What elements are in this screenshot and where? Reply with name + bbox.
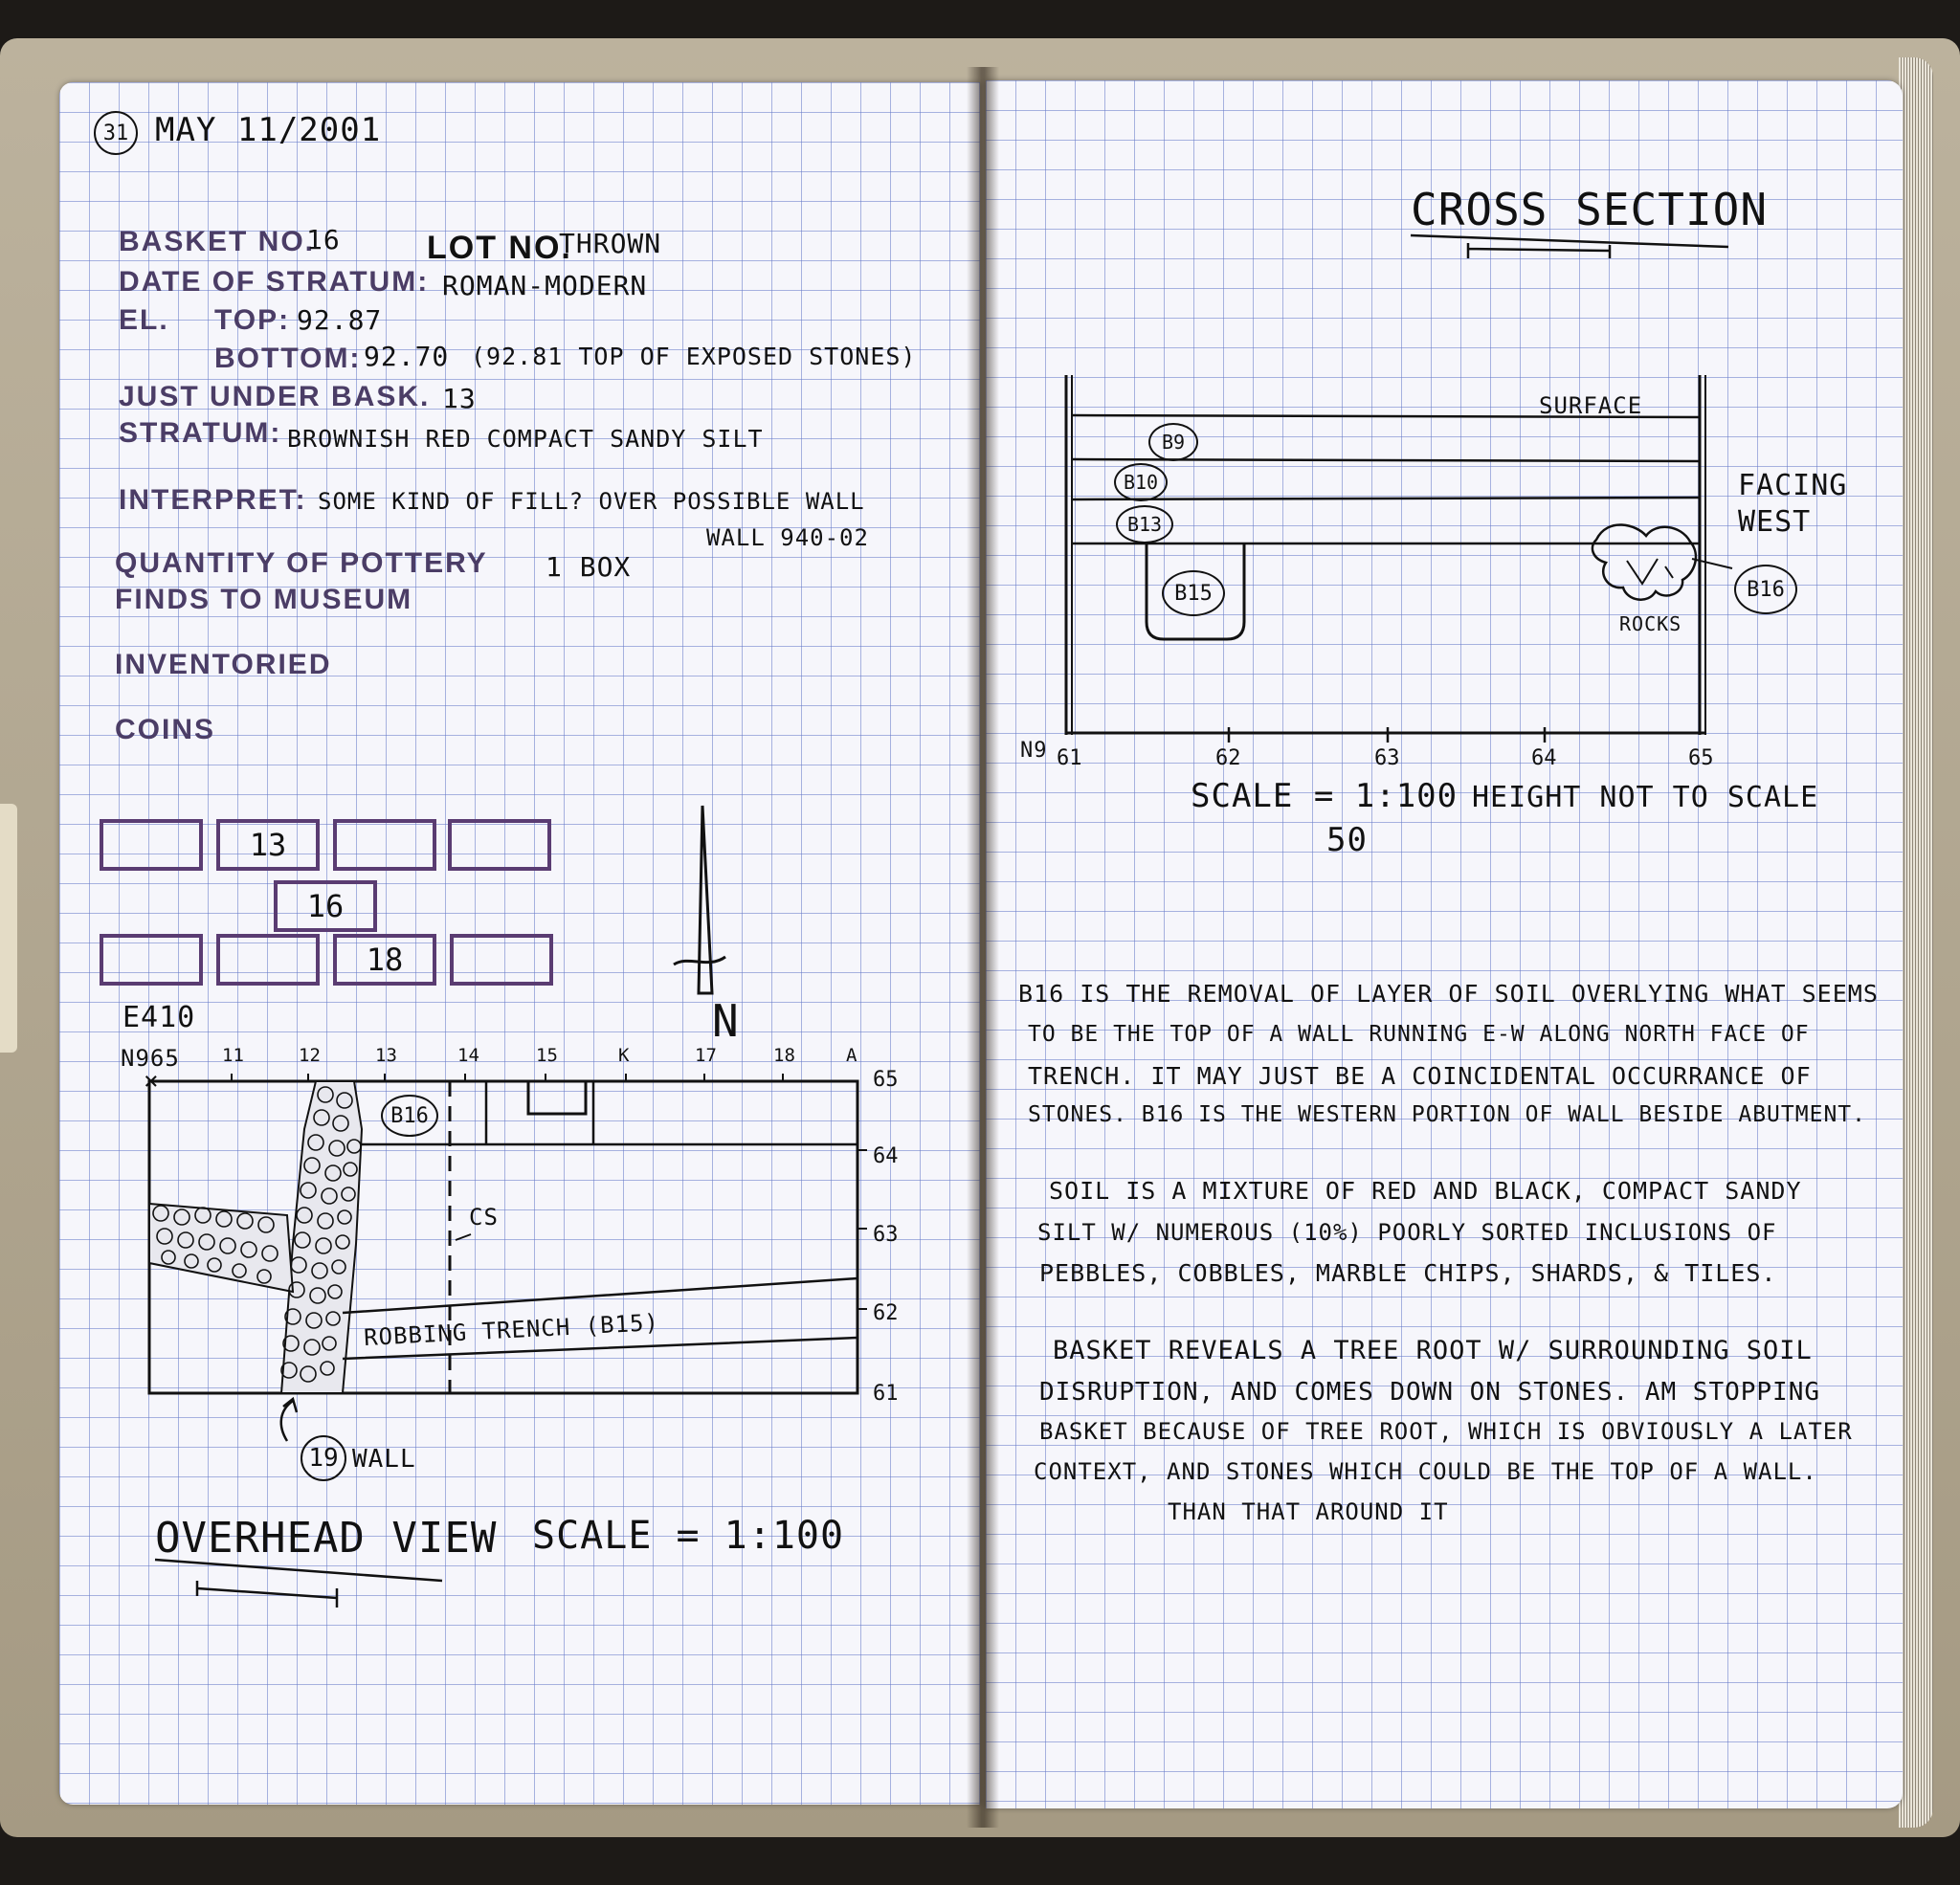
cs-rocks-label: ROCKS [1619, 612, 1682, 635]
note-line: PEBBLES, COBBLES, MARBLE CHIPS, SHARDS, & TILES. [1039, 1259, 1777, 1287]
interpret-value: SOME KIND OF FILL? OVER POSSIBLE WALL [318, 488, 865, 515]
plan-y-tick: 63 [873, 1223, 899, 1247]
bottom-note: (92.81 TOP OF EXPOSED STONES) [471, 343, 917, 370]
note-line: B16 IS THE REMOVAL OF LAYER OF SOIL OVERLYING WHAT SEEMS [1018, 980, 1879, 1008]
lot-value: THROWN [559, 228, 662, 259]
stratum-value: BROWNISH RED COMPACT SANDY SILT [287, 425, 764, 453]
plan-x-tick: 15 [536, 1045, 558, 1066]
finds-label: FINDS TO MUSEUM [115, 584, 413, 615]
cs-axis-prefix: N9 [1020, 739, 1048, 763]
basket-label: BASKET NO. [119, 226, 316, 257]
cs-layer-b10: B10 [1114, 463, 1168, 501]
cs-axis-tick: 65 [1688, 746, 1714, 770]
note-line: DISRUPTION, AND COMES DOWN ON STONES. AM STOPPING [1039, 1378, 1821, 1407]
plan-x-tick: 17 [695, 1045, 717, 1066]
plan-x-tick: 14 [457, 1045, 479, 1066]
plan-x-tick: 11 [222, 1045, 244, 1066]
note-line: CONTEXT, AND STONES WHICH COULD BE THE TOP OF A WALL. [1034, 1458, 1817, 1485]
inventoried-label: INVENTORIED [115, 649, 332, 680]
north-arrow-label: N [712, 995, 740, 1047]
under-basket-label: JUST UNDER BASK. [119, 381, 431, 412]
cs-facing-direction: WEST [1738, 505, 1812, 539]
note-line: THAN THAT AROUND IT [1168, 1498, 1449, 1525]
plan-y-tick: 64 [873, 1144, 899, 1168]
plan-x-tick: K [618, 1045, 630, 1066]
cs-layer-b16: B16 [1734, 565, 1797, 614]
plan-east-label: E410 [122, 1001, 196, 1034]
pottery-label: QUANTITY OF POTTERY [115, 547, 488, 579]
basket-value: 16 [306, 224, 341, 255]
plan-y-tick: 62 [873, 1301, 899, 1325]
cs-surface-label: SURFACE [1539, 392, 1643, 419]
cs-height-note: HEIGHT NOT TO SCALE [1472, 781, 1819, 814]
top-label: TOP: [214, 304, 291, 336]
plan-x-tick: 18 [773, 1045, 795, 1066]
note-line: SILT W/ NUMEROUS (10%) POORLY SORTED INCLUSIONS OF [1037, 1219, 1777, 1246]
cs-axis-tick: 62 [1215, 746, 1241, 770]
note-line: BASKET BECAUSE OF TREE ROOT, WHICH IS OBVIOUSLY A LATER [1039, 1418, 1853, 1445]
interpret-value-2: WALL 940-02 [706, 524, 869, 551]
cross-section-title: CROSS SECTION [1411, 184, 1769, 235]
cs-facing-label: FACING [1738, 469, 1848, 502]
plan-x-tick: A [846, 1045, 858, 1066]
pottery-value: 1 BOX [546, 551, 632, 583]
cs-scale-correction: 50 [1326, 821, 1368, 859]
basket-box-18: 18 [333, 934, 436, 986]
coins-label: COINS [115, 714, 216, 745]
cs-axis-tick: 64 [1531, 746, 1557, 770]
plan-x-tick: 13 [375, 1045, 397, 1066]
bottom-value: 92.70 [364, 341, 450, 372]
plan-y-tick: 65 [873, 1068, 899, 1092]
overhead-view-title: OVERHEAD VIEW [155, 1514, 498, 1563]
cs-scale-label: SCALE = 1:100 [1191, 777, 1459, 815]
interpret-label: INTERPRET: [119, 484, 307, 516]
cs-layer-b13: B13 [1116, 505, 1173, 543]
lot-label: LOT NO. [427, 230, 572, 266]
note-line: STONES. B16 IS THE WESTERN PORTION OF WALL BESIDE ABUTMENT. [1028, 1102, 1866, 1127]
basket-box-13: 13 [216, 819, 320, 871]
under-basket-value: 13 [442, 383, 477, 414]
el-label: EL. [119, 304, 169, 336]
cs-axis-tick: 61 [1057, 746, 1082, 770]
note-line: BASKET REVEALS A TREE ROOT W/ SURROUNDING SOIL [1053, 1336, 1813, 1365]
stratum-label: STRATUM: [119, 417, 282, 449]
bottom-label: BOTTOM: [214, 343, 362, 374]
page-date: MAY 11/2001 [155, 111, 382, 149]
date-stratum-label: DATE OF STRATUM: [119, 266, 430, 298]
plan-trench-label: ROBBING TRENCH (B15) [363, 1308, 660, 1352]
plan-wall-label: WALL [352, 1445, 416, 1474]
date-stratum-value: ROMAN-MODERN [442, 270, 648, 301]
note-line: TRENCH. IT MAY JUST BE A COINCIDENTAL OCCURRANCE OF [1028, 1062, 1812, 1090]
plan-north-label: N965 [121, 1045, 180, 1072]
cs-layer-b15: B15 [1162, 570, 1225, 616]
plan-y-tick: 61 [873, 1382, 899, 1406]
note-line: TO BE THE TOP OF A WALL RUNNING E-W ALONG NORTH FACE OF [1028, 1022, 1810, 1047]
basket-box-16: 16 [274, 880, 377, 932]
page-number: 31 [94, 111, 138, 155]
plan-basket-b16: B16 [381, 1095, 438, 1137]
plan-wall-number: 19 [301, 1435, 346, 1481]
note-line: SOIL IS A MIXTURE OF RED AND BLACK, COMPACT SANDY [1049, 1177, 1802, 1205]
cs-axis-tick: 63 [1374, 746, 1400, 770]
plan-x-tick: 12 [299, 1045, 321, 1066]
svg-text:×: × [144, 1067, 159, 1096]
cs-layer-b9: B9 [1148, 423, 1198, 461]
plan-cs-label: CS [469, 1204, 499, 1231]
top-value: 92.87 [297, 304, 383, 336]
overhead-view-scale: SCALE = 1:100 [532, 1514, 845, 1558]
